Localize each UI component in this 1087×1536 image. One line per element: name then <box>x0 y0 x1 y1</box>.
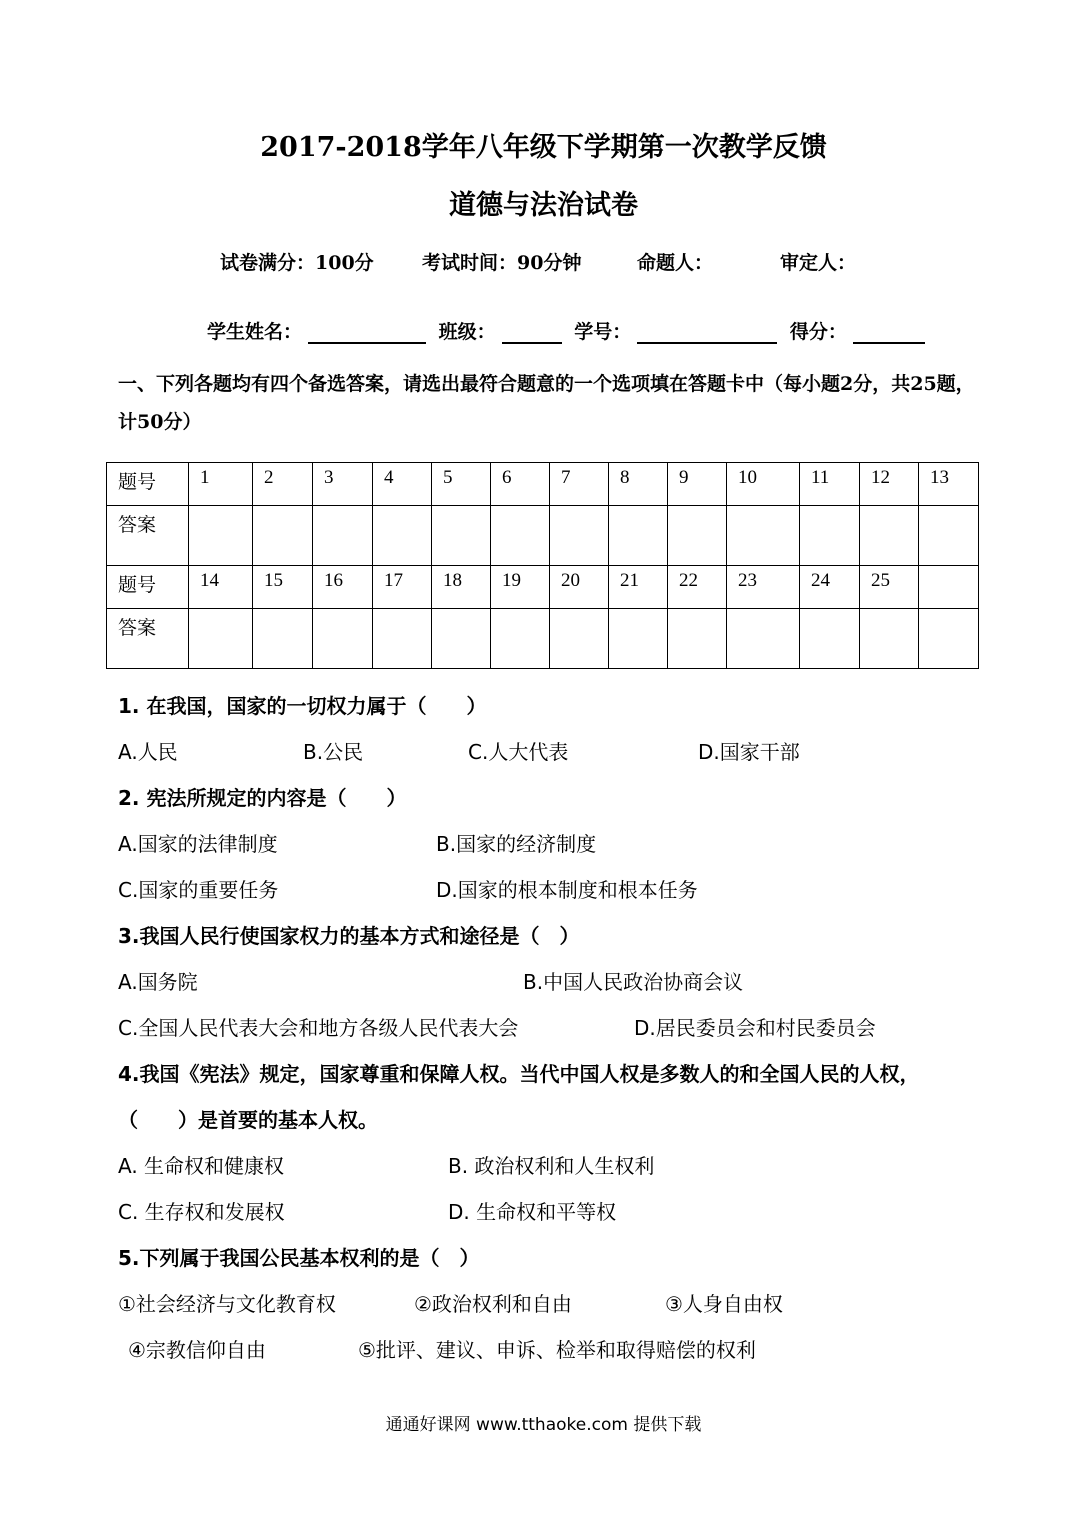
exam-title: 2017-2018学年八年级下学期第一次教学反馈 <box>260 132 827 163</box>
answer-cell[interactable] <box>668 506 727 566</box>
answer-cell[interactable] <box>491 609 550 669</box>
answer-cell[interactable] <box>609 506 668 566</box>
question-4-stem: 4.我国《宪法》规定，国家尊重和保障人权。当代中国人权是多数人的和全国人民的人权， <box>118 1062 920 1086</box>
q-number: 1 <box>189 463 253 506</box>
answer-cell[interactable] <box>550 506 609 566</box>
q-number <box>919 566 979 609</box>
q3-option-d: D.居民委员会和村民委员会 <box>634 1016 876 1040</box>
answer-cell[interactable] <box>253 506 313 566</box>
q-number: 8 <box>609 463 668 506</box>
exam-time: 考试时间：90分钟 <box>422 252 582 274</box>
q2-option-a: A.国家的法律制度 <box>118 832 278 856</box>
answer-cell[interactable] <box>313 506 373 566</box>
q-number: 16 <box>313 566 373 609</box>
q-number: 6 <box>491 463 550 506</box>
q3-option-a: A.国务院 <box>118 970 198 994</box>
q-number: 9 <box>668 463 727 506</box>
q2-option-d: D.国家的根本制度和根本任务 <box>436 878 698 902</box>
q5-option-4: ④宗教信仰自由 <box>128 1338 266 1362</box>
q-number: 5 <box>432 463 491 506</box>
q-number: 15 <box>253 566 313 609</box>
q-number: 17 <box>373 566 432 609</box>
student-name-label: 学生姓名： <box>207 321 303 343</box>
answer-cell[interactable] <box>800 609 860 669</box>
q4-option-c: C. 生存权和发展权 <box>118 1200 285 1224</box>
table-row <box>107 609 979 669</box>
q3-option-c: C.全国人民代表大会和地方各级人民代表大会 <box>118 1016 519 1040</box>
answer-cell[interactable] <box>491 506 550 566</box>
ans-label: 答案 <box>107 609 189 669</box>
q-number: 19 <box>491 566 550 609</box>
answer-cell[interactable] <box>668 609 727 669</box>
q5-option-2: ②政治权利和自由 <box>414 1292 572 1316</box>
answer-cell[interactable] <box>727 506 800 566</box>
question-4-stem-cont: （ ）是首要的基本人权。 <box>118 1108 378 1132</box>
q-number: 25 <box>860 566 919 609</box>
score-label: 得分： <box>789 321 847 343</box>
q-number: 13 <box>919 463 979 506</box>
q-number: 21 <box>609 566 668 609</box>
answer-cell[interactable] <box>550 609 609 669</box>
class-label: 班级： <box>438 321 496 343</box>
answer-cell[interactable] <box>860 506 919 566</box>
q2-option-c: C.国家的重要任务 <box>118 878 279 902</box>
q-number: 10 <box>727 463 800 506</box>
q-number: 4 <box>373 463 432 506</box>
q5-option-1: ①社会经济与文化教育权 <box>118 1292 336 1316</box>
answer-cell[interactable] <box>727 609 800 669</box>
answer-cell[interactable] <box>313 609 373 669</box>
answer-table <box>106 462 979 669</box>
exam-subtitle: 道德与法治试卷 <box>449 190 638 221</box>
footer-credit: 通通好课网 www.tthaoke.com 提供下载 <box>385 1415 702 1435</box>
question-2-stem: 2. 宪法所规定的内容是（ ） <box>118 786 407 810</box>
table-row <box>107 463 979 506</box>
reviewer-label: 审定人： <box>780 252 857 274</box>
student-no-label: 学号： <box>574 321 632 343</box>
answer-cell[interactable] <box>373 609 432 669</box>
q-number: 22 <box>668 566 727 609</box>
class-blank[interactable] <box>502 320 562 344</box>
q-number: 14 <box>189 566 253 609</box>
author-label: 命题人： <box>637 252 714 274</box>
q-number: 7 <box>550 463 609 506</box>
answer-cell[interactable] <box>373 506 432 566</box>
answer-cell[interactable] <box>800 506 860 566</box>
q1-option-d: D.国家干部 <box>698 740 800 764</box>
section1-instruction: 一、下列各题均有四个备选答案，请选出最符合题意的一个选项填在答题卡中（每小题2分，共25题，计50分） <box>118 373 975 433</box>
q5-option-5: ⑤批评、建议、申诉、检举和取得赔偿的权利 <box>358 1338 756 1362</box>
answer-cell[interactable] <box>432 506 491 566</box>
num-label: 题号 <box>107 566 189 609</box>
answer-cell[interactable] <box>432 609 491 669</box>
q4-option-b: B. 政治权利和人生权利 <box>448 1154 655 1178</box>
num-label: 题号 <box>107 463 189 506</box>
q3-option-b: B.中国人民政治协商会议 <box>523 970 744 994</box>
q2-option-b: B.国家的经济制度 <box>436 832 597 856</box>
answer-cell[interactable] <box>860 609 919 669</box>
answer-cell[interactable] <box>189 609 253 669</box>
question-5-stem: 5.下列属于我国公民基本权利的是（ ） <box>118 1246 480 1270</box>
q-number: 12 <box>860 463 919 506</box>
q-number: 2 <box>253 463 313 506</box>
student-name-blank[interactable] <box>308 320 426 344</box>
q-number: 3 <box>313 463 373 506</box>
ans-label: 答案 <box>107 506 189 566</box>
question-3-stem: 3.我国人民行使国家权力的基本方式和途径是（ ） <box>118 924 580 948</box>
full-score: 试卷满分：100分 <box>220 252 374 274</box>
q1-option-b: B.公民 <box>303 740 364 764</box>
q1-option-a: A.人民 <box>118 740 178 764</box>
q4-option-a: A. 生命权和健康权 <box>118 1154 285 1178</box>
q1-option-c: C.人大代表 <box>468 740 569 764</box>
score-blank[interactable] <box>853 320 925 344</box>
answer-cell[interactable] <box>189 506 253 566</box>
question-1-stem: 1. 在我国，国家的一切权力属于（ ） <box>118 694 487 718</box>
q4-option-d: D. 生命权和平等权 <box>448 1200 617 1224</box>
table-row <box>107 506 979 566</box>
q-number: 20 <box>550 566 609 609</box>
answer-cell[interactable] <box>609 609 668 669</box>
q-number: 18 <box>432 566 491 609</box>
answer-cell[interactable] <box>919 506 979 566</box>
answer-cell[interactable] <box>253 609 313 669</box>
student-info-row <box>207 317 931 344</box>
q5-option-3: ③人身自由权 <box>665 1292 783 1316</box>
q-number: 23 <box>727 566 800 609</box>
q-number: 24 <box>800 566 860 609</box>
answer-cell[interactable] <box>919 609 979 669</box>
q-number: 11 <box>800 463 860 506</box>
table-row <box>107 566 979 609</box>
student-no-blank[interactable] <box>637 320 777 344</box>
